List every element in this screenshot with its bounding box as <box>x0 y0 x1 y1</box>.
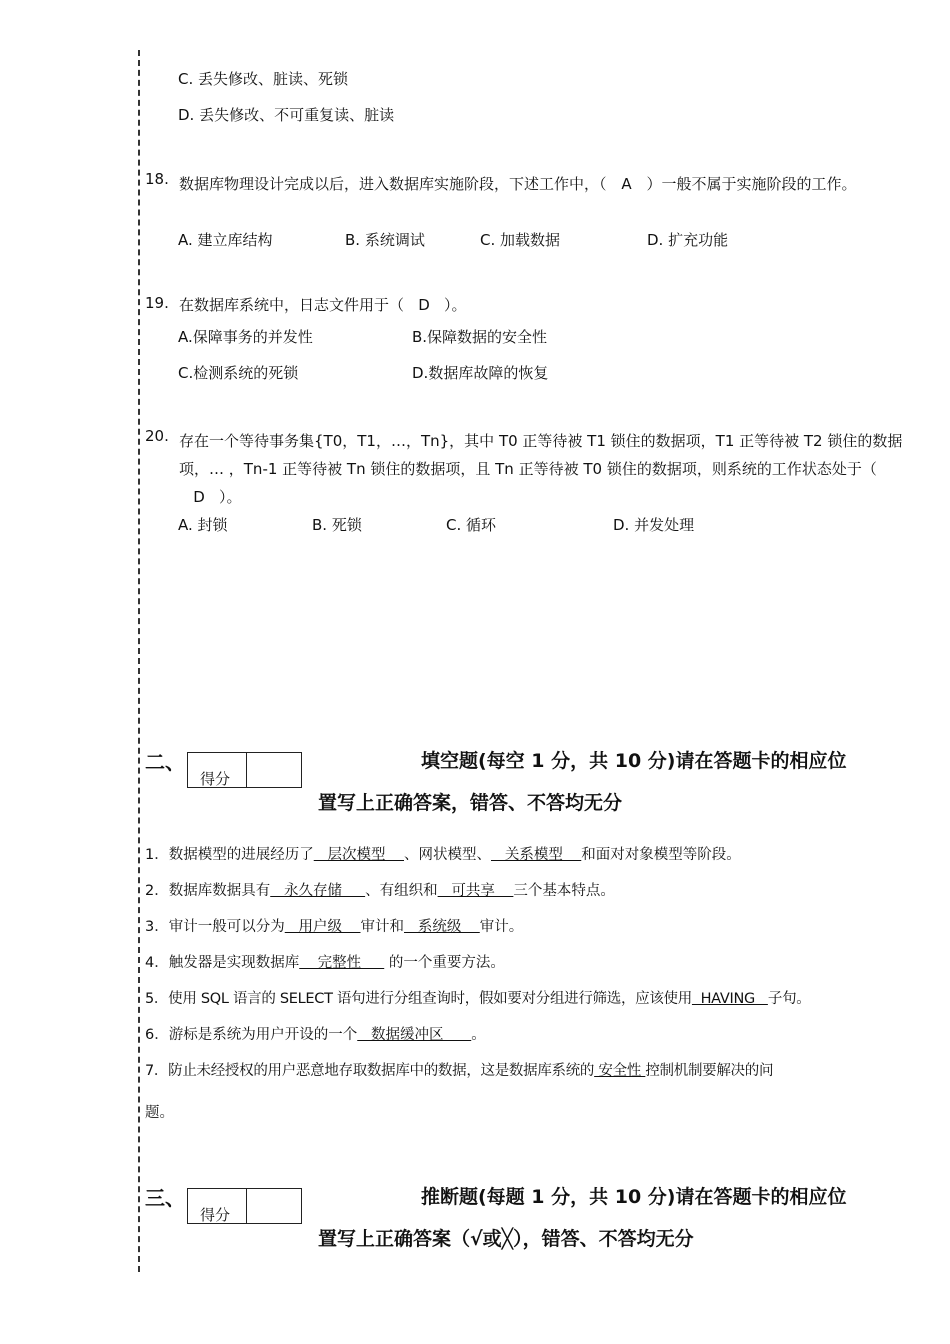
fill-answer: 永久存储 <box>270 883 366 899</box>
fill-text: 7．防止未经授权的用户恶意地存取数据库中的数据，这是数据库系统的 <box>145 1063 595 1079</box>
fill-text: 3．审计一般可以分为 <box>145 919 285 935</box>
fill-text: 的一个重要方法。 <box>384 955 505 971</box>
fill-text: 、有组织和 <box>365 883 438 899</box>
q17-option-c: C. 丢失修改、脏读、死锁 <box>178 70 349 88</box>
q19-question <box>179 294 467 315</box>
fill-item-1 <box>145 843 741 864</box>
fill-answer: 关系模型 <box>491 847 582 863</box>
section3-title-line1: 推断题(每题 1 分，共 10 分)请在答题卡的相应位 <box>421 1186 847 1208</box>
q18-option-b: B. 系统调试 <box>345 231 425 249</box>
fill-item-7-cont: 题。 <box>145 1105 174 1121</box>
binding-margin-line <box>138 50 140 1272</box>
q19-answer: D <box>418 296 430 314</box>
fill-answer: 可共享 <box>437 883 514 899</box>
fill-text: 、网状模型、 <box>404 847 491 863</box>
q20-text-before: 存在一个等待事务集{T0，T1，…，Tn}，其中 T0 正等待被 T1 锁住的数据项，T1 正等待被 T2 锁住的数据项，… ，Tn-1 正等待被 Tn 锁住的数据项，且 Tn 正等待被 T0 锁住的数据项，则系统的工作状态处于（ <box>179 432 903 478</box>
fill-answer: 完整性 <box>299 955 385 971</box>
fill-item-7 <box>145 1059 773 1080</box>
q18-option-a: A. 建立库结构 <box>178 231 273 249</box>
section2-score-label: 得分 <box>200 770 231 788</box>
fill-text: 子句。 <box>767 991 811 1007</box>
fill-answer: 安全性 <box>594 1063 646 1079</box>
fill-text: 1．数据模型的进展经历了 <box>145 847 314 863</box>
fill-item-5 <box>145 987 810 1008</box>
q20-text-after: ）。 <box>219 488 242 506</box>
q18-number: 18. <box>145 170 169 188</box>
fill-answer: 用户级 <box>284 919 361 935</box>
q18-text-before: 数据库物理设计完成以后，进入数据库实施阶段，下述工作中，（ <box>179 175 607 193</box>
q20-question <box>179 427 907 511</box>
score-box-divider <box>246 753 247 787</box>
q19-option-d: D.数据库故障的恢复 <box>412 364 549 382</box>
score-box-divider <box>246 1189 247 1223</box>
q18-option-d: D. 扩充功能 <box>647 231 729 249</box>
fill-text: 控制机制要解决的问 <box>645 1063 774 1079</box>
fill-answer: 层次模型 <box>313 847 404 863</box>
q19-option-b: B.保障数据的安全性 <box>412 328 548 346</box>
fill-text: 6．游标是系统为用户开设的一个 <box>145 1027 358 1043</box>
q18-question <box>179 170 907 198</box>
fill-answer: 系统级 <box>404 919 480 935</box>
q20-option-d: D. 并发处理 <box>613 516 695 534</box>
fill-text: 5．使用 SQL 语言的 SELECT 语句进行分组查询时，假如要对分组进行筛选，应该使用 <box>145 991 692 1007</box>
fill-text: 4．触发器是实现数据库 <box>145 955 300 971</box>
section3-score-box <box>187 1188 302 1224</box>
section2-title-line1: 填空题(每空 1 分，共 10 分)请在答题卡的相应位 <box>421 750 847 772</box>
section2-number: 二、 <box>145 750 185 774</box>
fill-text: 审计和 <box>360 919 404 935</box>
q19-option-c: C.检测系统的死锁 <box>178 364 299 382</box>
section2-title-line2: 置写上正确答案，错答、不答均无分 <box>318 792 623 814</box>
fill-text: 三个基本特点。 <box>513 883 615 899</box>
q19-text-before: 在数据库系统中，日志文件用于（ <box>179 296 405 314</box>
fill-answer: HAVING <box>691 991 768 1007</box>
q20-option-a: A. 封锁 <box>178 516 228 534</box>
q18-text-after: ）一般不属于实施阶段的工作。 <box>646 175 857 193</box>
fill-text: 。 <box>471 1027 486 1043</box>
fill-text: 审计。 <box>479 919 524 935</box>
section3-title-line2: 置写上正确答案（√或╳），错答、不答均无分 <box>318 1228 694 1250</box>
fill-item-3 <box>145 915 523 936</box>
section3-score-label: 得分 <box>200 1206 231 1224</box>
q20-number: 20. <box>145 427 169 445</box>
q19-number: 19. <box>145 294 169 312</box>
q18-option-c: C. 加载数据 <box>480 231 561 249</box>
q20-option-c: C. 循环 <box>446 516 497 534</box>
fill-item-6 <box>145 1023 486 1044</box>
fill-answer: 数据缓冲区 <box>357 1027 472 1043</box>
q19-text-after: ）。 <box>444 296 467 314</box>
q20-option-b: B. 死锁 <box>312 516 362 534</box>
q18-answer: A <box>621 175 632 193</box>
q17-option-d: D. 丢失修改、不可重复读、脏读 <box>178 106 395 124</box>
fill-item-4 <box>145 951 505 972</box>
q20-answer: D <box>193 488 205 506</box>
q19-option-a: A.保障事务的并发性 <box>178 328 313 346</box>
fill-item-2 <box>145 879 615 900</box>
section2-score-box <box>187 752 302 788</box>
section3-number: 三、 <box>145 1186 185 1210</box>
fill-text: 2．数据库数据具有 <box>145 883 271 899</box>
fill-text: 和面对对象模型等阶段。 <box>581 847 741 863</box>
